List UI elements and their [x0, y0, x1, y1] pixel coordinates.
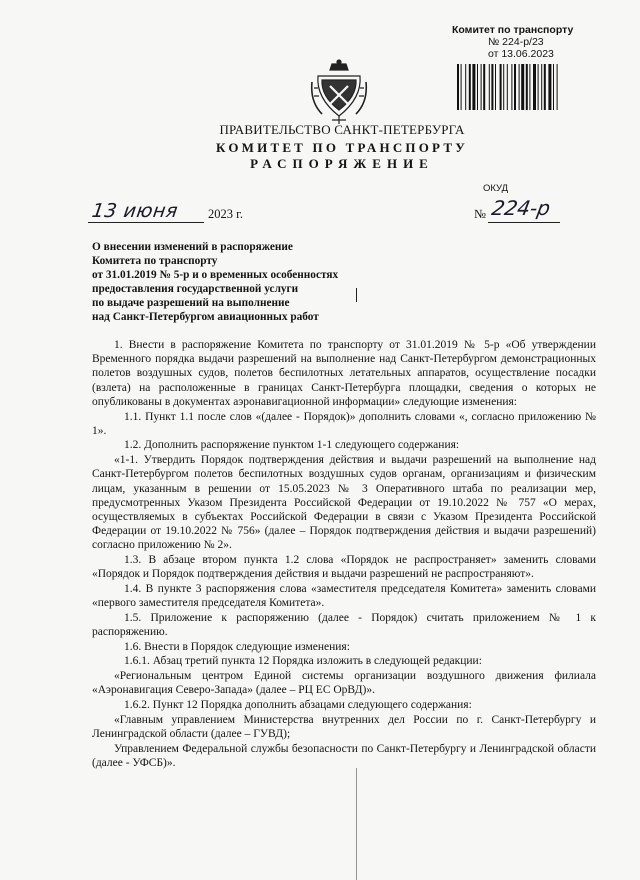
- okud-label: ОКУД: [483, 183, 509, 194]
- title-line: над Санкт-Петербургом авиационных работ: [92, 311, 319, 323]
- document-title: [92, 240, 412, 324]
- paragraph: 1.2. Дополнить распоряжение пунктом 1-1 следующего содержания:: [124, 439, 460, 452]
- date-year: 2023 г.: [208, 207, 243, 221]
- handwritten-number: 224-р: [489, 196, 553, 220]
- title-line: О внесении изменений в распоряжение: [92, 241, 293, 253]
- paragraph: 1.3. В абзаце втором пункта 1.2 слова «Порядок не распространяет» заменить словами «Порядок и Порядок подтверждения действия и выдачи разрешений не распространяют».: [92, 554, 596, 581]
- paragraph: Управлением Федеральной службы безопасности по Санкт-Петербургу и Ленинградской области (далее - УФСБ)».: [92, 742, 596, 769]
- title-line: от 31.01.2019 № 5-р и о временных особенностях: [92, 269, 339, 281]
- pen-mark: [356, 288, 357, 302]
- date-underline: [88, 222, 204, 223]
- paragraph: 1.6. Внести в Порядок следующие изменения:: [124, 640, 350, 653]
- paragraph: 1.5. Приложение к распоряжению (далее - Порядок) считать приложением № 1 к распоряжению.: [92, 611, 596, 639]
- title-line: предоставления государственной услуги: [92, 283, 299, 295]
- paragraph: «1-1. Утвердить Порядок подтверждения действия и выдачи разрешений на выполнение над Санкт-Петербургом полетов беспилотных воздушных судов органам, организациям и физическим лицам, указанным в решении от 15.05.2023 № 3 Оперативного штаба по реализации мер, предусмотренных Указом Президента Российской Федерации от 19.10.2022 № 757 «О мерах, осуществляемых в субъектах Российской Федерации в связи с Указом Президента Российской Федерации от 19.10.2022 № 756» (далее – Порядок подтверждения действия и выдачи разрешений) согласно приложению № 2».: [92, 454, 596, 552]
- paragraph: 1. Внести в распоряжение Комитета по транспорту от 31.01.2019 № 5-р «Об утверждении Временного порядка выдачи разрешений на выполнение над Санкт-Петербургом демонстрационных полетов воздушных судов, полетов беспилотных летательных аппаратов, осуществление посадки (взлета) на расположенные в границах Санкт-Петербурга площадки, сведения о которых не опубликованы в документах аэронавигационной информации» следующие изменения:: [92, 339, 596, 408]
- coat-of-arms-emblem: [310, 58, 368, 126]
- title-line: по выдаче разрешений на выполнение: [92, 297, 290, 309]
- paragraph: 1.6.1. Абзац третий пункта 12 Порядка изложить в следующей редакции:: [124, 655, 482, 668]
- paragraph: «Главным управлением Министерства внутренних дел России по г. Санкт-Петербургу и Ленинградской области (далее – ГУВД);: [92, 713, 596, 740]
- stamp-organization: Комитет по транспорту: [452, 24, 574, 36]
- stamp-date: от 13.06.2023: [488, 48, 554, 60]
- paragraph: 1.1. Пункт 1.1 после слов «(далее - Порядок)» дополнить словами «, согласно приложению № 1».: [92, 410, 596, 437]
- handwritten-date: 13 июня: [90, 200, 180, 222]
- barcode-image: [457, 64, 583, 110]
- document-type-heading: РАСПОРЯЖЕНИЕ: [250, 156, 434, 171]
- paragraph: 1.4. В пункте 3 распоряжения слова «заместителя председателя Комитета» заменить словами «первого заместителя председателя Комитета».: [92, 582, 596, 610]
- government-heading: ПРАВИТЕЛЬСТВО САНКТ-ПЕТЕРБУРГА: [219, 122, 465, 137]
- number-sign: №: [474, 207, 486, 221]
- number-underline: [488, 222, 560, 223]
- scan-fold-line: [356, 768, 357, 880]
- document-body: [92, 338, 596, 771]
- committee-heading: КОМИТЕТ ПО ТРАНСПОРТУ: [216, 140, 468, 155]
- stamp-number: № 224-р/23: [488, 36, 544, 48]
- registration-stamp: [452, 24, 622, 60]
- paragraph: 1.6.2. Пункт 12 Порядка дополнить абзацами следующего содержания:: [124, 699, 472, 712]
- title-line: Комитета по транспорту: [92, 255, 218, 267]
- paragraph: «Региональным центром Единой системы организации воздушного движения филиала «Аэронавигация Северо-Запада» (далее – РЦ ЕС ОрВД)».: [92, 670, 596, 697]
